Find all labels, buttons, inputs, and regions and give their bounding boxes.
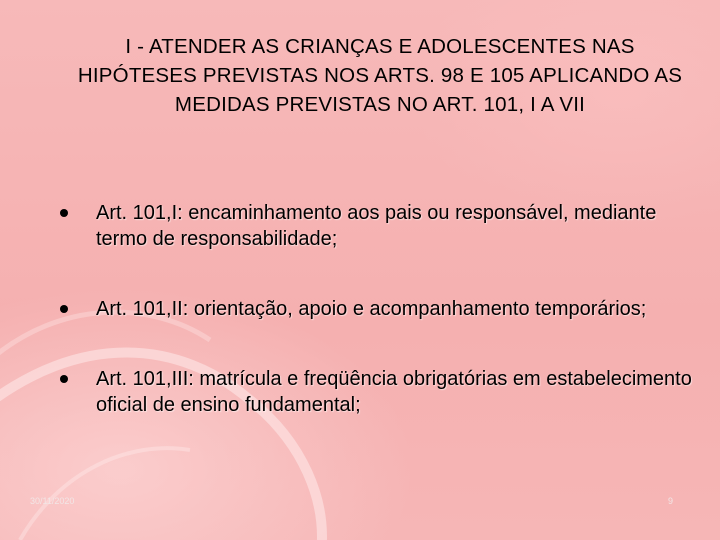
page-number: 9 — [668, 496, 674, 506]
footer-date: 30/11/2020 — [30, 496, 75, 506]
slide-title: I - ATENDER AS CRIANÇAS E ADOLESCENTES NAS HIPÓTESES PREVISTAS NOS ARTS. 98 E 105 APLICANDO AS MEDIDAS PREVISTAS NO ART. 101, I A VII — [77, 35, 683, 116]
bullet-item-3 — [60, 366, 700, 418]
bullet-list — [60, 200, 700, 462]
bullet-dot-icon — [60, 305, 68, 313]
bullet-item-2 — [60, 296, 700, 322]
bullet-text: Art. 101,III: matrícula e freqüência obrigatórias em estabelecimento oficial de ensino fundamental; — [96, 368, 692, 416]
bullet-item-1 — [60, 200, 700, 252]
bullet-text: Art. 101,I: encaminhamento aos pais ou responsável, mediante termo de responsabilidade; — [96, 202, 657, 250]
bullet-dot-icon — [60, 375, 68, 383]
bullet-dot-icon — [60, 209, 68, 217]
bullet-text: Art. 101,II: orientação, apoio e acompanhamento temporários; — [96, 298, 647, 320]
